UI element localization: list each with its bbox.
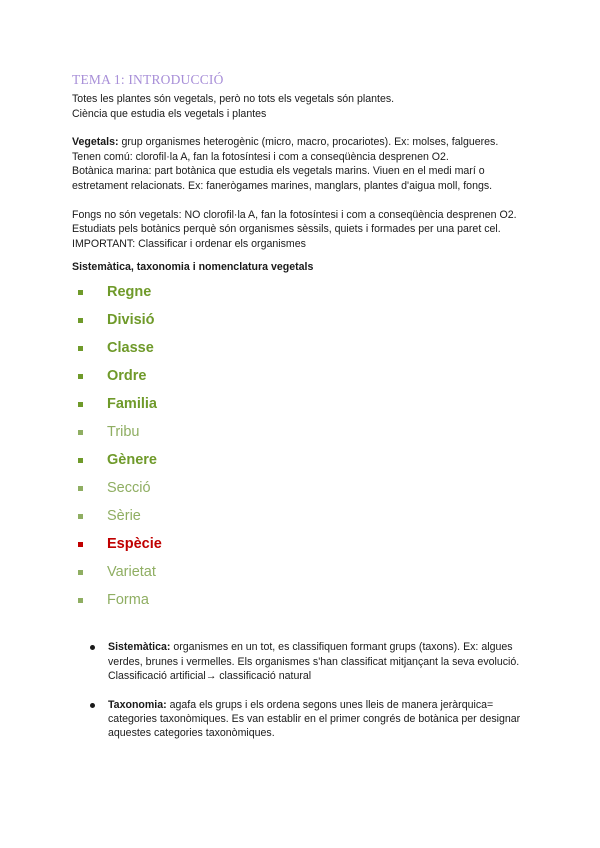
rank-item xyxy=(72,334,532,362)
rank-label: Gènere xyxy=(107,452,157,469)
page-title: TEMA 1: INTRODUCCIÓ xyxy=(72,72,224,87)
intro-line-2: Ciència que estudia els vegetals i plantes xyxy=(72,107,267,120)
square-bullet-icon xyxy=(78,570,83,575)
square-bullet-icon xyxy=(78,346,83,351)
rank-item xyxy=(72,502,532,530)
square-bullet-icon xyxy=(78,374,83,379)
spacer xyxy=(72,121,532,135)
botanica-marina: Botànica marina: part botànica que estudia els vegetals marins. Viuen en el medi marí o estretament relacionats. Ex: fanerògames marines, manglars, plantes d'aigua moll, fongs. xyxy=(72,165,493,192)
square-bullet-icon xyxy=(78,458,83,463)
rank-label: Divisió xyxy=(107,312,155,329)
rank-item xyxy=(72,586,532,614)
document-content xyxy=(72,72,532,755)
bullet-dot-icon xyxy=(90,645,95,650)
important-note: IMPORTANT: Classificar i ordenar els organismes xyxy=(72,237,306,250)
vegetals-text: grup organismes heterogènic (micro, macro, procariotes). Ex: molses, falgueres. xyxy=(118,136,499,149)
rank-label: Classe xyxy=(107,340,154,357)
square-bullet-icon xyxy=(78,514,83,519)
rank-label: Forma xyxy=(107,592,149,609)
definition-term: Taxonomia: xyxy=(108,698,167,711)
rank-item xyxy=(72,530,532,558)
fongs-paragraph: Fongs no són vegetals: NO clorofil·la A, fan la fotosíntesi i com a conseqüència desprenen O2. Estudiats pels botànics perquè són organismes sèssils, quiets i formades per una paret cel. xyxy=(72,208,517,236)
vegetals-label: Vegetals: xyxy=(72,136,119,149)
rank-label: Tribu xyxy=(107,424,140,441)
vegetals-common: Tenen comú: clorofil·la A, fan la fotosíntesi i com a conseqüència desprenen O2. xyxy=(72,150,449,163)
rank-item xyxy=(72,418,532,446)
section-title: Sistemàtica, taxonomia i nomenclatura vegetals xyxy=(72,261,314,274)
square-bullet-icon xyxy=(78,430,83,435)
square-bullet-icon xyxy=(78,290,83,295)
rank-label: Ordre xyxy=(107,368,147,385)
vegetals-definition xyxy=(72,135,532,150)
rank-label: Sèrie xyxy=(107,508,141,525)
definition-item xyxy=(72,640,532,683)
rank-label: Familia xyxy=(107,396,157,413)
intro-line-1: Totes les plantes són vegetals, però no tots els vegetals són plantes. xyxy=(72,93,395,105)
rank-label: Secció xyxy=(107,480,151,497)
rank-label: Regne xyxy=(107,284,152,301)
definition-text: organismes en un tot, es classifiquen formant grups (taxons). Ex: algues verdes, brunes i vermelles. Els organismes s'han classificat mitjançant la seva evolució. Classificació artificial→ classificació natural xyxy=(108,641,520,683)
definition-list xyxy=(72,640,532,740)
definition-item xyxy=(72,698,532,741)
rank-item xyxy=(72,362,532,390)
bullet-dot-icon xyxy=(90,703,95,708)
rank-label: Espècie xyxy=(107,536,162,553)
definition-text: agafa els grups i els ordena segons unes lleis de manera jeràrquica= categories taxonòmiques. Es van establir en el primer congrés de botànica per designar aquestes categories taxonòmiques. xyxy=(108,698,521,740)
rank-item xyxy=(72,446,532,474)
rank-item xyxy=(72,278,532,306)
rank-item xyxy=(72,390,532,418)
spacer xyxy=(72,194,532,208)
square-bullet-icon xyxy=(78,486,83,491)
rank-item xyxy=(72,306,532,334)
rank-label: Varietat xyxy=(107,564,156,581)
rank-item xyxy=(72,558,532,586)
taxonomic-rank-list xyxy=(72,278,532,614)
square-bullet-icon xyxy=(78,402,83,407)
square-bullet-icon xyxy=(78,542,83,547)
definition-term: Sistemàtica: xyxy=(108,641,171,654)
square-bullet-icon xyxy=(78,318,83,323)
square-bullet-icon xyxy=(78,598,83,603)
rank-item xyxy=(72,474,532,502)
